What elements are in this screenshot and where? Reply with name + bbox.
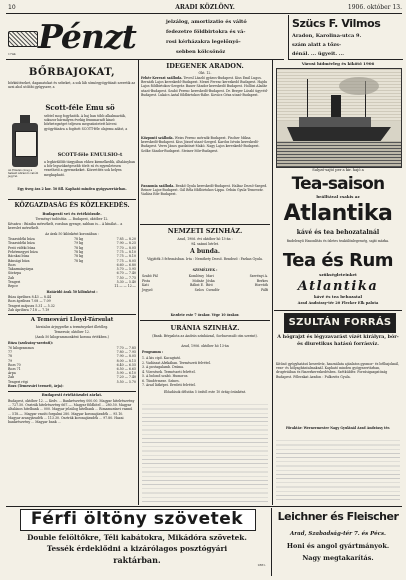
szultan-logo: SZULTÁN FORRÁS <box>288 317 392 328</box>
rule-ertek <box>8 391 136 392</box>
temesvari-row-price: 7.90 — 8.05 <box>116 354 136 359</box>
cast-actor: Bálint E. <box>190 283 204 287</box>
szultan-head: A hógrajzt és légyzavarást vízét királyra, bór- és diuretikus hatású forrásvíz. <box>277 334 401 347</box>
hotel-guests-3: Benkő Gyula kereskedő-Budapest. Halász Dezső-Szeged. Reiner Lajos-Budapest. Gál Béla földbirtokos-Lippa. Orbán Gyula-Temesvár. Vadász Ede-Budapest. <box>141 184 269 197</box>
ferfi-line-1: Double felöltőkre, Téli kabátokra, Mikádóra szövetek. <box>27 533 247 542</box>
temesvari-row-price: 7.80 — 7.95 <box>116 350 136 355</box>
leichner-line-3: Nagy megtakarítás. <box>302 554 374 562</box>
issue-date: 1906. október 13. <box>347 4 402 11</box>
penzt-line-1: jelzálog, amortizatio és váltó <box>166 19 247 25</box>
leichner-address: Arad, Szabadság-tér 7. és Pécs. <box>290 531 386 537</box>
grain-price-row-label: Tiszavidéki búza <box>8 237 35 241</box>
nemzeti-berlet: 94. számú bérlet. <box>190 242 220 246</box>
nemzeti-date: Arad, 1906. évi október hó 13-án : <box>177 237 233 241</box>
borbajokat-text-1: sebtel mog fogyhatók. A baj ban több alkalmazták, sokszor bármilyen évekig fennmaradt kinzó bőrbetegséget teljesen megszüntetett kövesi gyógyítására a fogított SCOTT-féle olajemu adást, a <box>44 114 128 131</box>
program-item-label: 6. Tündérmese. Színes. <box>142 378 180 383</box>
grain-price-row-price: 5.30 — 5.40 <box>116 280 136 284</box>
grain-price-row-label: Tengeri <box>8 280 21 284</box>
hotel-name-3: Pannonia szálloda. <box>141 184 175 188</box>
grain-price-row-price: 5.70 — 5.95 <box>116 267 136 272</box>
newspaper-title: ARADI KÖZLÖNY. <box>175 4 235 11</box>
penzt-number: 1744 <box>8 52 16 56</box>
ferfi-number: 1881. <box>257 563 266 567</box>
penzt-line-3: rosi kérházakra legelőnyö- <box>166 39 241 45</box>
cast-actor: Szűcs <box>194 287 204 292</box>
program-item-label: 3. A postagalamb. Dráma. <box>142 365 185 369</box>
grain-price-row-label: Fehérmegyei búza <box>8 249 38 254</box>
temesvari-row-label: Rozs 71 <box>8 367 21 371</box>
grain-price-row-weight: 78 kg <box>74 254 84 259</box>
temesvari-row-price: 7.70 — 7.85 <box>116 346 136 350</box>
hotel-guests-1: Tevesl László gyáros-Budapest. Kiss Emil Lugos. Bernáth Lajos kereskedő-Budapest. Mezei Ferenc kereskedő Budapest. Hajdu Lajos földbirtokos-Szegvár. Bauer Sándor kereskedő Budapest. Hollósi Aladár utazó-Budapest. Szabó Ferenc kereskedő-Budapest. Dr. Berger László ügyvéd-Budapest. Lukács Antal földbirtokos-Rábe. Kovács Géza utazó-Budapest. <box>141 76 269 97</box>
temesvari-row-price: 5.50 — 5.70 <box>116 379 136 384</box>
bottle-label-fisherman <box>15 131 37 157</box>
tea-sub-2: kávé és tea behozatalnál <box>296 229 380 236</box>
sea <box>277 141 401 167</box>
ertektozsde-title: Budapesti értéktőzsdei zárlat. <box>41 393 103 397</box>
borbajokat-price: Egy üveg ára 2 kor. 50 fill. Kapható minden gyógyszertárban. <box>17 187 127 191</box>
ferfi-oltony-ad <box>6 508 268 576</box>
grain-price-row-price: 7.85 — 8.20 <box>116 237 136 241</box>
grain-price-row <box>8 284 136 288</box>
hotel-guests-2: Weiss Ferenc mérnök-Budapest. Fischer Miksa kereskedő-Budapest. Kiss József utazó-Szeged. Kardos István kereskedő-Budapest. Veres János gazdatiszt-Makó. Nagy Lajos kereskedő-Budapest. Szőke Sándor-Budapest. Steiner Mór-Budapest. <box>141 136 261 153</box>
grain-price-row-label: Rozs <box>8 262 16 267</box>
play-subtitle: Vígjáték 3 felvonásban. Irta : Nemthety Dezső. Rendező : Farkas Gyula. <box>147 257 263 261</box>
temesvari-row-label: 78 <box>8 354 13 359</box>
right-column-filler <box>276 438 400 502</box>
cast-actor: Horváth <box>254 283 268 287</box>
hotel-name-1: Fehér Kereszt szálloda. <box>141 76 183 80</box>
grain-price-row-price: 6.70 — 7.40 <box>116 271 136 276</box>
leichner-line-2: Honi és angol gyártmányok. <box>286 542 390 550</box>
play-title: A bunda. <box>190 248 220 255</box>
grain-price-row-price: 7.75 — 8.05 <box>116 258 136 263</box>
bottom-rule <box>6 506 402 507</box>
temesvari-row-price: 5.90 — 6.10 <box>116 371 136 376</box>
atlantika-address: Arad Andrássy-tér 20 Flecker Elk palota <box>297 301 379 305</box>
szultan-logo-box <box>284 313 396 333</box>
temesvari-units: (Azok 50 kilogrammonként korona értékben.) <box>35 335 109 339</box>
grain-price-row-label: Pesti vidéki búza <box>8 245 36 250</box>
column-rule-2 <box>272 60 273 505</box>
atlantika-1: Atlantika <box>283 201 393 226</box>
urania-title: URÁNIA SZINHÁZ. <box>170 324 240 332</box>
tea-sub-3: findelenyű Hasonlítás és ízletes teakülönlegesség, saját márka. <box>286 239 390 243</box>
temesvari-row-price: 6.40 — 6.55 <box>116 362 136 367</box>
futures-row <box>8 308 136 312</box>
penzt-line-2: fedezetre földbirtokra és vá- <box>166 29 246 35</box>
urania-sub: (Bank. Bérpalota az András színházzal, Sorbavonuló cím szerint). <box>152 334 258 338</box>
penzt-line-4: sebben kölcsönöz <box>176 49 226 55</box>
futures-row-label: Zab áprilisra 7.18 — 7.19 <box>8 307 50 312</box>
cast-title: SZEMÉLYEK : <box>192 268 218 272</box>
futures-row-label: Tengeri májusra 5.31 — 5.32 <box>8 303 55 308</box>
cast-role: Jóska <box>206 278 215 283</box>
idegenek-hotel-3 <box>141 184 269 222</box>
szucs-ad <box>288 15 403 60</box>
idegenek-title: IDEGENEK ARADON. <box>166 62 244 70</box>
futures-row-label: Búza áprilisra 8.43 — 8.44 <box>8 295 51 299</box>
rule-nemzeti <box>140 224 270 225</box>
cast-actor: Molnár <box>192 278 204 283</box>
tea-sub-1: beálltával csakis az <box>316 194 360 199</box>
grain-price-row-price: 7.50 — 7.75 <box>116 275 136 280</box>
hatarido-title: Határidő árak 50 kilónként : <box>46 290 98 294</box>
penzt-ad <box>6 15 284 60</box>
idegenek-hotel-2 <box>141 136 269 182</box>
grain-price-row-weight <box>74 284 96 288</box>
grain-price-row-label: Sörárpa <box>8 271 21 276</box>
scott-emulsio: SCOTT-féle EMULSIO-t <box>57 152 123 158</box>
scroll-ornament-left <box>8 31 38 47</box>
grain-price-row-price: 11.— — 12.— <box>114 284 136 289</box>
szultan-body: Kitűnő gyógyhatású keserűvíz, használata ajánlatos gyomor- és bélbajoknál, vese- és hólyagbántalmaknál. Kapható minden gyógyszertárban, drogériában és füszerkereskedésben. Szétküldés: Forrásigazgatóság Budapest. Főlerakat Aradon : Pulkovits Gyula. <box>276 362 401 379</box>
grain-price-row-price: 7.70 — 8.05 <box>116 245 136 250</box>
rule-temesvari <box>8 314 136 315</box>
temesvari-sub: hivatalos árjegyzéke a terményeket illetőleg. <box>35 325 109 329</box>
cast-actor: Komlóssy <box>188 274 204 278</box>
ferfi-title: Férfi öltöny szövetek <box>30 509 244 529</box>
grain-price-row-price: 6.60 — 6.80 <box>116 262 136 267</box>
temesvari-row-price: 7.20 — 7.40 <box>116 375 136 380</box>
grain-price-row-weight: 78 kg <box>74 245 84 250</box>
urania-program-title: Programm : <box>142 350 164 354</box>
header-rule <box>6 13 402 14</box>
szucs-line-2: szám alatt a tőzs- <box>292 42 342 48</box>
cast-entry <box>206 288 268 292</box>
borbajokat-title: BŐRBAJOKAT, <box>28 67 116 78</box>
program-item-label: 2. Vadászat Afrikában. Természeti felvétel. <box>142 360 211 365</box>
leichner-ad <box>274 508 402 576</box>
program-item-label: 1. A kis cipő. Kacagtató. <box>142 356 182 360</box>
rule-szultan <box>274 310 402 311</box>
grain-price-row-label: Tiszavidéki búza <box>8 241 35 246</box>
borbajokat-text-2: a legkiválóbb tárgyában ehhez kiemelkedik, általányban a bőr legszükségesebb tőröt rá és egyenletesen vezethető a gyermekeket. Közvetítés sok helyen megkapható. <box>44 160 137 177</box>
program-item <box>142 383 268 387</box>
temesvari-title: A Temesvári Lloyd-Társulat <box>30 317 114 323</box>
program-item-label: 4. Vízesések. Természeti felvétel. <box>142 369 196 374</box>
grain-price-row-label: Takarmányárpa <box>8 267 34 272</box>
bottle-caption: Az Emulsio üveg a halászt ábrázoló valódi jegyrel. <box>8 169 40 179</box>
rule-urania <box>140 320 270 321</box>
cast-role: Bíró <box>206 283 213 287</box>
cast-role: Szabó Pál <box>142 274 158 278</box>
tea-es-rum: Tea és Rum <box>282 250 394 271</box>
tozsde-subtitle: Budapesti vet és értéktőzsde. <box>42 212 102 216</box>
cast-actor: Berkes <box>256 278 268 283</box>
cast-role: Kati <box>142 283 149 287</box>
tozsde-note: Terményi tudósítás. — Budapest, október 12. <box>35 217 109 221</box>
szucs-line-3: dénál. ... ügyeit. ... <box>292 51 345 57</box>
ship-mast-1 <box>307 79 308 117</box>
temesvari-row-price: 6.50 — 6.65 <box>116 367 136 371</box>
nemzeti-title: NEMZETI SZINHÁZ. <box>167 227 243 235</box>
grain-price-row-label: Bácskai búza <box>8 254 30 259</box>
ferfi-line-2: Tessék érdeklődni a kizárólagos posztógyári <box>46 544 228 553</box>
rule-kozgazdasag <box>8 199 136 200</box>
hotel-name-2: Központi szálloda. <box>141 136 174 140</box>
futures-row-label: Rozs áprilisra 7.08 — 7.09 <box>8 299 51 304</box>
urania-date: Arad, 1906. október hó 13-án <box>181 344 229 348</box>
ship-engraving-illustration <box>276 68 402 168</box>
price-table-title: Az árak 50 kilónként koronában : <box>45 232 99 236</box>
temesvari-row-label: 77 <box>8 350 13 355</box>
szucs-line-1: Aradon, Karolina-utca 9. <box>292 33 362 39</box>
grain-price-row-price: 7.75 — 8.10 <box>116 254 136 259</box>
cast-role: Pista <box>142 278 150 283</box>
atlantika-2: Atlantika <box>297 279 379 294</box>
program-item-label: 7. Arad látképei. Eredeti felvétel. <box>142 383 196 387</box>
szultan-footer: Főraktár: Wernermester Nagy Gyulánál Arad Andrássy tér. <box>285 426 391 430</box>
program-item-label: 5. A bolond szabó. Humoros. <box>142 374 189 378</box>
borbajokat-intro: bőrkiütéseket, daganatokat és sebeket, a sok láb sömörgyógyítását szeretik az uzsi ahol utóbbi gyógyszer, a <box>8 81 137 90</box>
nemzeti-closing: Kezdete este 7 órakor. Vége 10 órakor. <box>170 313 240 317</box>
bottle-neck <box>20 115 30 123</box>
column-rule-1 <box>138 60 139 505</box>
ship-hull <box>287 127 391 141</box>
emulsion-bottle-illustration <box>8 115 42 185</box>
cast-role: Jegyző <box>142 287 153 292</box>
smoke <box>339 77 379 95</box>
ship-caption: Sulyzó-sajtó per a kir. hajó a <box>312 168 364 172</box>
grain-price-row-weight: 78 kg <box>74 258 84 263</box>
tozsde-body: Készáru : Búzába mérsékelt, rozsban gyenge, zabban is... A kínálat... a kereslet mérsékelt. <box>8 222 124 231</box>
emu-product: Scott-féle Emu sö <box>45 103 115 112</box>
urania-footer: Előadások délután 5 órától este 10 óráig óránként. <box>163 390 247 394</box>
tea-saison: Tea-saison <box>291 174 385 194</box>
ferfi-line-3: raktárban. <box>113 555 161 565</box>
grain-price-row-weight: 78 kg <box>74 249 84 254</box>
cast-actor: Pálfi <box>260 287 268 292</box>
page-number: 10 <box>8 4 16 11</box>
temesvari-row-label: Árpa <box>8 371 16 376</box>
szucs-name: Szücs F. Vilmos <box>292 17 381 30</box>
temesvari-row-label: Zab <box>8 375 15 380</box>
leichner-title: Leichner és Fleischer <box>277 510 399 523</box>
cast-actor: Szerényi A. <box>249 274 268 278</box>
grain-price-row-price: 7.75 — 8.10 <box>116 249 136 254</box>
grain-price-row-label: Zab <box>8 275 15 280</box>
temesvari-row-label: 76 kilogrammos <box>8 346 35 350</box>
bottom-column-rule <box>271 508 272 576</box>
temesvari-row-label: Tengeri régi <box>8 379 28 384</box>
temesvari-group-buza: Búza (szokvány-szerinti): <box>8 341 54 345</box>
temesvari-group-rozs: Rozs (Temesvári termett, árja): <box>8 384 64 388</box>
temesvari-date: Temesvár, október 12. <box>54 330 90 334</box>
penzt-title: Pénzt <box>38 17 136 56</box>
grain-price-row-weight: 79 kg <box>74 241 84 246</box>
temesvari-row-label: Rozs 70 <box>8 362 21 367</box>
urania-filler-text <box>142 402 268 502</box>
grain-price-row-price: 7.90 — 8.25 <box>116 241 136 246</box>
cast-entry <box>142 288 204 292</box>
ertektozsde-body: Budapest, október 12. — Kedv. ... Bankrészvény 000.00. Magyar hitelrészvény ... 727.50. Osztrák hitelrészvény 667.—. Magyar földhitel ... 280.50. Magyar általános hitelbank ... 000. Magyar jelzálog hitelbank ... Rimamuránvi vasmű ... 518.—. Magyar vasúti forgalmi 280. Magyar koronajáradék ... 95.10. Magyar aranyjáradék ... 113.30. Osztrák koronajáradék ... 97.80. Hazai bankrészvény ... Magyar bank ... <box>8 399 136 425</box>
grain-price-row-label: Bánsági búza <box>8 258 30 263</box>
idegenek-hotel-1 <box>141 76 269 134</box>
temesvari-row-label: 79 <box>8 358 13 363</box>
ship-funnel <box>331 95 341 117</box>
kozgazdasag-title: KÖZGAZDASÁG ÉS KÖZLEKEDÉS. <box>14 202 130 209</box>
varoni-title: Városi hídmérleg és kikötő 1906 <box>301 61 375 66</box>
tea-sub-5: kávé és tea behozatal <box>314 294 362 299</box>
ship-deck <box>299 117 371 127</box>
idegenek-date: Okt. 12. <box>198 71 212 75</box>
grain-price-row-weight: 78 kg <box>74 237 84 241</box>
cast-role: Csendőr <box>206 287 220 292</box>
temesvari-row-price: 8.00 — 8.15 <box>116 358 136 363</box>
grain-price-row-label: Repce <box>8 284 18 289</box>
tea-sub-4: szükségleteinket <box>319 272 357 277</box>
cast-role: Mari <box>206 274 214 278</box>
